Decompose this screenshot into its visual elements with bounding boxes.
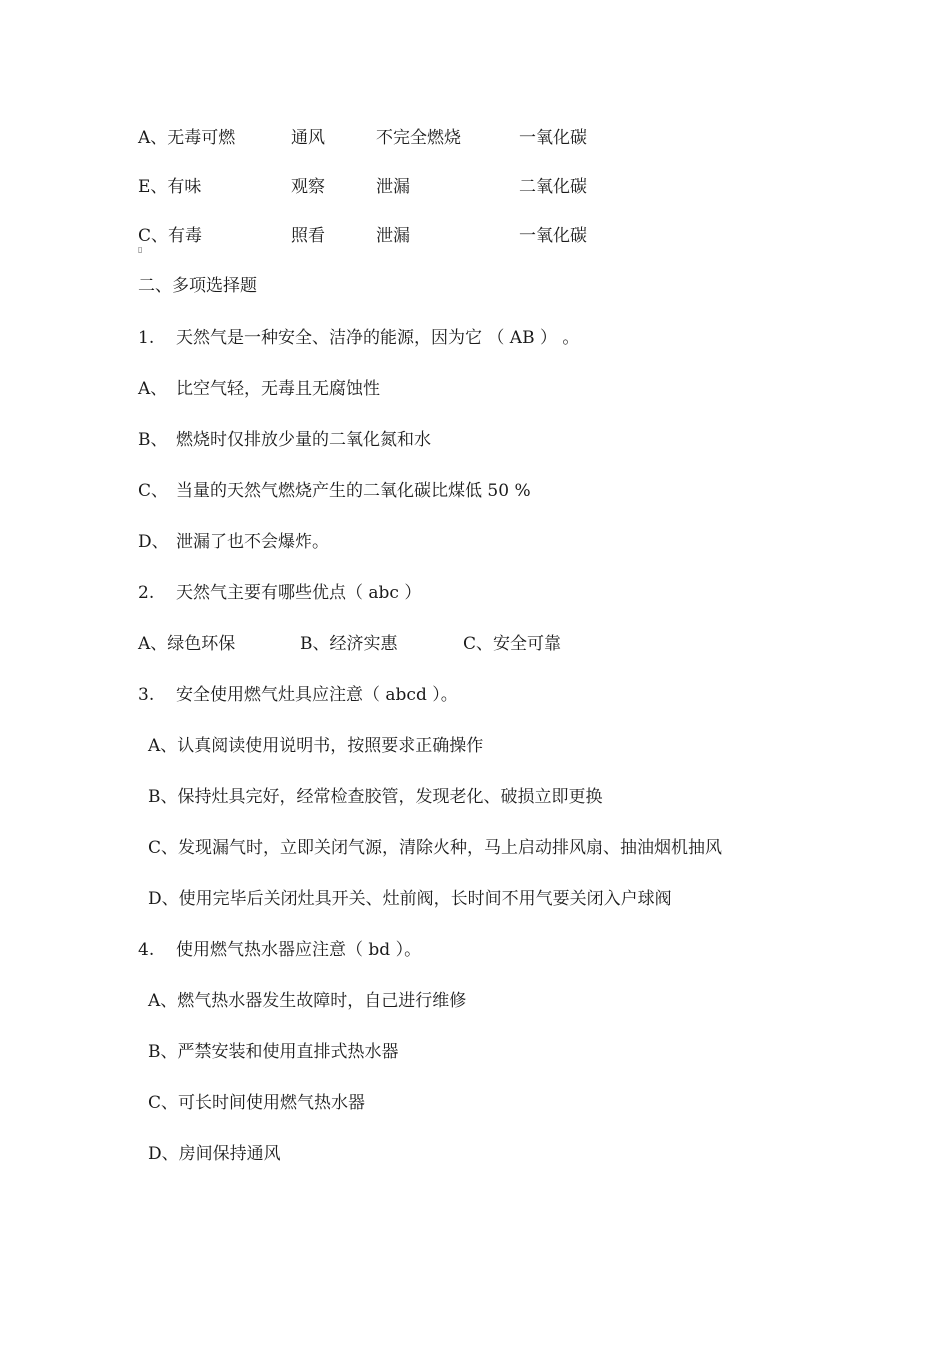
row-cell: 一氧化碳 <box>519 226 587 246</box>
option-item: B、经济实惠 <box>300 634 398 654</box>
option-item: B、严禁安装和使用直排式热水器 <box>148 1042 399 1062</box>
question-text: 安全使用燃气灶具应注意（ abcd ）。 <box>176 685 458 705</box>
section-heading: 二、多项选择题 <box>138 276 257 296</box>
option-item: D、使用完毕后关闭灶具开关、灶前阀，长时间不用气要关闭入户球阀 <box>148 889 672 909</box>
option-item: C、发现漏气时，立即关闭气源，清除火种，马上启动排风扇、抽油烟机抽风 <box>148 838 723 858</box>
question-number: 1. <box>138 328 155 348</box>
option-item: A、绿色环保 <box>138 634 236 654</box>
option-text: 比空气轻，无毒且无腐蚀性 <box>176 379 380 399</box>
row-cell: 泄漏 <box>376 226 410 246</box>
row-cell: 二氧化碳 <box>519 177 587 197</box>
question-text: 天然气主要有哪些优点（ abc ） <box>176 583 422 603</box>
question-number: 3. <box>138 685 155 705</box>
row-label: C、有毒 <box>138 226 203 246</box>
row-label: E、有味 <box>138 177 202 197</box>
option-text: 当量的天然气燃烧产生的二氧化碳比煤低 50 % <box>176 481 531 501</box>
option-item: A、燃气热水器发生故障时，自己进行维修 <box>148 991 467 1011</box>
option-text: 燃烧时仅排放少量的二氧化氮和水 <box>176 430 431 450</box>
option-label: A、 <box>138 379 168 399</box>
option-label: D、 <box>138 532 169 552</box>
option-item: C、安全可靠 <box>463 634 562 654</box>
option-item: B、保持灶具完好，经常检查胶管，发现老化、破损立即更换 <box>148 787 603 807</box>
row-cell: 观察 <box>291 177 325 197</box>
question-number: 4. <box>138 940 155 960</box>
question-number: 2. <box>138 583 155 603</box>
stray-mark-icon: ▯ <box>138 245 143 254</box>
option-item: D、房间保持通风 <box>148 1144 281 1164</box>
option-text: 泄漏了也不会爆炸。 <box>176 532 329 552</box>
row-cell: 不完全燃烧 <box>376 128 461 148</box>
row-cell: 照看 <box>291 226 325 246</box>
row-cell: 泄漏 <box>376 177 410 197</box>
option-item: A、认真阅读使用说明书，按照要求正确操作 <box>148 736 484 756</box>
option-label: C、 <box>138 481 169 501</box>
row-cell: 通风 <box>291 128 325 148</box>
row-label: A、无毒可燃 <box>138 128 236 148</box>
option-label: B、 <box>138 430 168 450</box>
question-text: 天然气是一种安全、洁净的能源，因为它 （ AB ） 。 <box>176 328 580 348</box>
row-cell: 一氧化碳 <box>519 128 587 148</box>
question-text: 使用燃气热水器应注意（ bd ）。 <box>176 940 422 960</box>
option-item: C、可长时间使用燃气热水器 <box>148 1093 366 1113</box>
